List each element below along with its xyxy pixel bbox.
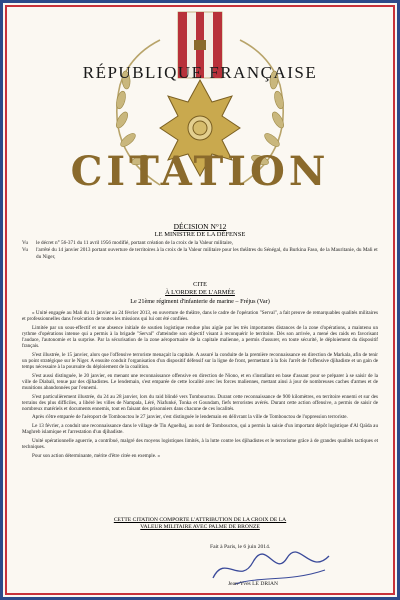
croix-valeur-militaire-emblem (0, 0, 400, 250)
cite-heading: CITE (193, 281, 207, 288)
award-line: VALEUR MILITAIRE AVEC PALME DE BRONZE (140, 523, 260, 530)
signatory-name: Jean-Yves LE DRIAN (228, 581, 279, 587)
citation-paragraph: Le 13 février, a conduit une reconnaissance dans le village de Tin Aguelhaj, au nord de Tombouctou, qui a permis la saisie d'un important dépôt logistique d'Al Qaïda au Maghreb islamique et l'arrestation d'un djihadiste. (22, 423, 378, 436)
vu-text: l'arrêté du 14 janvier 2013 portant ouverture de territoires à la croix de la Valeur militaire pour les théâtres du Sénégal, du Burkina Faso, de la Mauritanie, du Mali et du Niger, (36, 247, 378, 260)
citation-paragraph: Limitée par un sous-effectif et une absence initiale de soutien logistique rendue plus aigüe par les très importantes distances de la zone d'opérations, a maintenu un rythme d'opérations intense qui a permis à la brigade "Serval" d'atteindre son objectif visant à reconquérir le territoire. Dès son arrivée, a mené des raids en favorisant l'audace, l'autonomie et la surprise. Par la sécurisation de la zone aéroportuaire de la capitale malienne, a permis d'assurer, en toute sécurité, le déploiement du dispositif français. (22, 324, 378, 350)
legal-reference (22, 247, 378, 260)
citation-paragraph: S'est illustrée, le 15 janvier, alors que l'offensive terroriste menaçait la capitale. A assuré la conduite de la première reconnaissance en direction de Markala, afin de tenir un point stratégique sur le Niger. A ensuite conduit l'organisation d'un dispositif défensif sur la ligne de front, permettant à la fois l'arrêt de l'offensive djihadiste et un gain de temps nécessaire à la poursuite du déploiement de la coalition. (22, 351, 378, 370)
citation-paragraph: Après s'être emparée de l'aéroport de Tombouctou le 27 janvier, s'est distinguée le lendemain en délivrant la ville de Tombouctou de l'oppression terroriste. (32, 414, 348, 421)
document-title: CITATION (70, 148, 330, 195)
citation-paragraph: Unité opérationnelle aguerrie, a contribué, malgré des moyens logistiques limités, à la lutte contre les djihadistes et le terrorisme grâce à de grandes qualités tactiques et techniques. (22, 437, 378, 450)
decision-number: DÉCISION N°12 (173, 222, 227, 231)
signature-block (210, 544, 278, 588)
citation-paragraph: « Unité engagée au Mali du 11 janvier au 24 février 2013, en ouverture de théâtre, dans le cadre de l'opération "Serval", a fait preuve de remarquables qualités militaires et professionnelles dans l'exécution de toutes les missions qui lui ont été confiées. (22, 310, 378, 323)
legal-references (22, 240, 378, 261)
award-line: CETTE CITATION COMPORTE L'ATTRIBUTION DE LA CROIX DE LA (113, 517, 287, 523)
citation-paragraph: S'est particulièrement illustrée, du 24 au 28 janvier, lors du raid blindé vers Tombouctou. Durant cette reconnaissance de 900 kilomètres, en territoire ennemi et sur des terrains des plus difficiles, a libéré les villes de Nampala, Léré, Niafunké, Tonka et Goundam, fiefs terroristes avérés. Durant cette action offensive, a permis de saisir de nombreux matériels et documents ennemis, tout en faisant des prisonniers dans chacune de ces localités. (22, 393, 378, 412)
authority-line: LE MINISTRE DE LA DÉFENSE (154, 231, 246, 238)
vu-label: Vu (22, 247, 29, 254)
order-of-army: À L'ORDRE DE L'ARMÉE (165, 289, 235, 296)
award-statement (0, 517, 400, 530)
vu-label: Vu (22, 240, 29, 246)
citation-paragraph: Pour son action déterminante, mérite d'être citée en exemple. » (32, 452, 161, 459)
legal-reference (22, 240, 378, 246)
citation-body (22, 310, 378, 461)
cited-unit: Le 21ème régiment d'infanterie de marine – Fréjus (Var) (130, 298, 270, 305)
vu-text: le décret n° 56-371 du 11 avril 1956 modifié, portant création de la croix de la Valeur militaire, (36, 240, 233, 246)
republic-heading: RÉPUBLIQUE FRANÇAISE (82, 63, 318, 82)
citation-paragraph: S'est aussi distinguée, le 20 janvier, en menant une reconnaissance offensive en direction de Niono, et en s'installant en base d'assaut pour se préparer à se saisir de la ville de Diabali, tenue par des djihadistes. Le lendemain, s'est emparée de cette localité avec les forces maliennes, mettant ainsi à jour de nombreuses caches d'armes et de munitions abandonnées par l'ennemi. (22, 372, 378, 391)
place-date: Fait à Paris, le 6 juin 2014. (210, 544, 271, 550)
